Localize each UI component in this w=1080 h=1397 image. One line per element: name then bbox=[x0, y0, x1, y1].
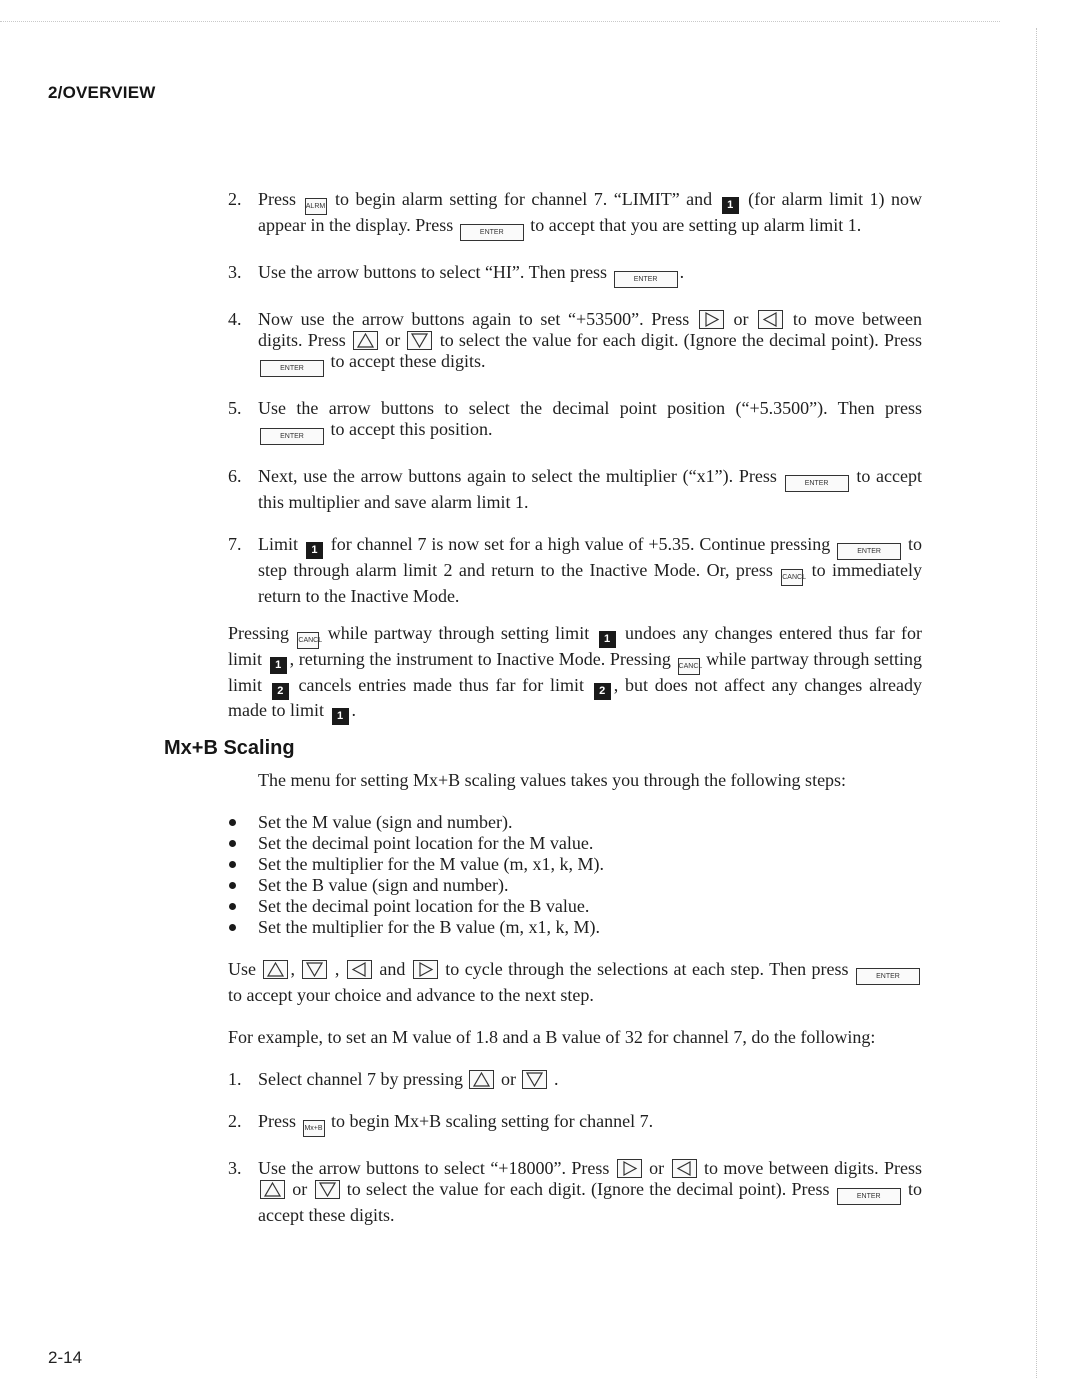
section-header: 2/OVERVIEW bbox=[48, 83, 156, 102]
step-number: 2. bbox=[228, 1111, 242, 1131]
example-paragraph: For example, to set an M value of 1.8 and a B value of 32 for channel 7, do the following: bbox=[228, 1027, 876, 1047]
up-arrow-key-icon bbox=[263, 960, 288, 979]
left-arrow-key-icon bbox=[758, 310, 783, 329]
step-number: 5. bbox=[228, 398, 242, 418]
page-number: 2-14 bbox=[48, 1348, 83, 1367]
alarm-step-4: 4. Now use the arrow buttons again to set “+53500”. Press or to move between digits. Press or to select the value for each digit. (Ignore the decimal point). Press ENTER to accept these digits. bbox=[228, 309, 922, 377]
step-number: 4. bbox=[228, 309, 242, 329]
list-item: Set the B value (sign and number). bbox=[258, 875, 922, 896]
cancel-key-icon: CANCL bbox=[678, 658, 700, 675]
limit-1-icon: 1 bbox=[306, 542, 323, 559]
mxb-step-3: 3. Use the arrow buttons to select “+18000”. Press or to move between digits. Press or to select the value for each digit. (Ignore the decimal point). Press ENTER to accept these digits. bbox=[228, 1158, 923, 1225]
down-arrow-key-icon bbox=[315, 1180, 340, 1199]
list-item: Set the decimal point location for the M value. bbox=[258, 833, 922, 854]
right-arrow-key-icon bbox=[699, 310, 724, 329]
limit-2-icon: 2 bbox=[272, 683, 289, 700]
mxb-step-2: 2. Press Mx+B to begin Mx+B scaling setting for channel 7. bbox=[228, 1111, 922, 1137]
mxb-steps-list bbox=[228, 812, 922, 938]
down-arrow-key-icon bbox=[522, 1070, 547, 1089]
mxb-heading: Mx+B Scaling bbox=[164, 737, 295, 759]
enter-key-icon: ENTER bbox=[614, 271, 678, 288]
enter-key-icon: ENTER bbox=[460, 224, 524, 241]
up-arrow-key-icon bbox=[469, 1070, 494, 1089]
step-number: 7. bbox=[228, 534, 242, 554]
alarm-step-2: 2. Press ALRM to begin alarm setting for channel 7. “LIMIT” and 1 (for alarm limit 1) now appear in the display. Press ENTER to accept that you are setting up alarm limit 1. bbox=[228, 189, 922, 241]
use-arrows-paragraph: Use , , and to cycle through the selections at each step. Then press ENTER to accept your choice and advance to the next step. bbox=[228, 959, 922, 1006]
enter-key-icon: ENTER bbox=[856, 968, 920, 985]
alarm-step-6: 6. Next, use the arrow buttons again to select the multiplier (“x1”). Press ENTER to accept this multiplier and save alarm limit 1. bbox=[228, 466, 922, 512]
left-arrow-key-icon bbox=[347, 960, 372, 979]
right-margin-rule bbox=[1036, 28, 1037, 1378]
cancel-key-icon: CANCL bbox=[781, 569, 803, 586]
right-arrow-key-icon bbox=[413, 960, 438, 979]
page-content bbox=[164, 189, 923, 1247]
cancel-paragraph: Pressing CANCL while partway through setting limit 1 undoes any changes entered thus far for limit 1 , returning the instrument to Inactive Mode. Pressing CANCL while partway through setting limit 2 cancels entries made thus far for limit 2 , but does not affect any changes already made to limit 1 . bbox=[228, 623, 922, 725]
down-arrow-key-icon bbox=[407, 331, 432, 350]
alarm-step-7: 7. Limit 1 for channel 7 is now set for a high value of +5.35. Continue pressing ENTER to step through alarm limit 2 and return to the Inactive Mode. Or, press CANCL to immediately return to the Inactive Mode. bbox=[228, 534, 923, 606]
step-number: 6. bbox=[228, 466, 242, 486]
alarm-step-5: 5. Use the arrow buttons to select the decimal point position (“+5.3500”). Then press ENTER to accept this position. bbox=[228, 398, 922, 445]
enter-key-icon: ENTER bbox=[837, 543, 901, 560]
cancel-key-icon: CANCL bbox=[297, 632, 319, 649]
enter-key-icon: ENTER bbox=[260, 360, 324, 377]
mxb-intro: The menu for setting Mx+B scaling values takes you through the following steps: bbox=[258, 770, 847, 790]
enter-key-icon: ENTER bbox=[785, 475, 849, 492]
enter-key-icon: ENTER bbox=[260, 428, 324, 445]
step-number: 1. bbox=[228, 1069, 242, 1089]
limit-1-icon: 1 bbox=[722, 197, 739, 214]
list-item: Set the decimal point location for the B value. bbox=[258, 896, 922, 917]
limit-1-icon: 1 bbox=[270, 657, 287, 674]
up-arrow-key-icon bbox=[353, 331, 378, 350]
alarm-step-3: 3. Use the arrow buttons to select “HI”. Then press ENTER . bbox=[228, 262, 922, 288]
limit-2-icon: 2 bbox=[594, 683, 611, 700]
up-arrow-key-icon bbox=[260, 1180, 285, 1199]
step-number: 3. bbox=[228, 262, 242, 282]
left-arrow-key-icon bbox=[672, 1159, 697, 1178]
list-item: Set the multiplier for the M value (m, x1, k, M). bbox=[258, 854, 922, 875]
list-item: Set the M value (sign and number). bbox=[258, 812, 922, 833]
step-number: 3. bbox=[228, 1158, 242, 1178]
alarm-key-icon: ALRM bbox=[305, 198, 327, 215]
mxb-key-icon: Mx+B bbox=[303, 1120, 325, 1137]
list-item: Set the multiplier for the B value (m, x1, k, M). bbox=[258, 917, 922, 938]
mxb-step-1: 1. Select channel 7 by pressing or . bbox=[228, 1069, 559, 1089]
limit-1-icon: 1 bbox=[332, 708, 349, 725]
limit-1-icon: 1 bbox=[599, 631, 616, 648]
top-rule bbox=[0, 21, 1000, 22]
right-arrow-key-icon bbox=[617, 1159, 642, 1178]
step-number: 2. bbox=[228, 189, 242, 209]
enter-key-icon: ENTER bbox=[837, 1188, 901, 1205]
down-arrow-key-icon bbox=[302, 960, 327, 979]
